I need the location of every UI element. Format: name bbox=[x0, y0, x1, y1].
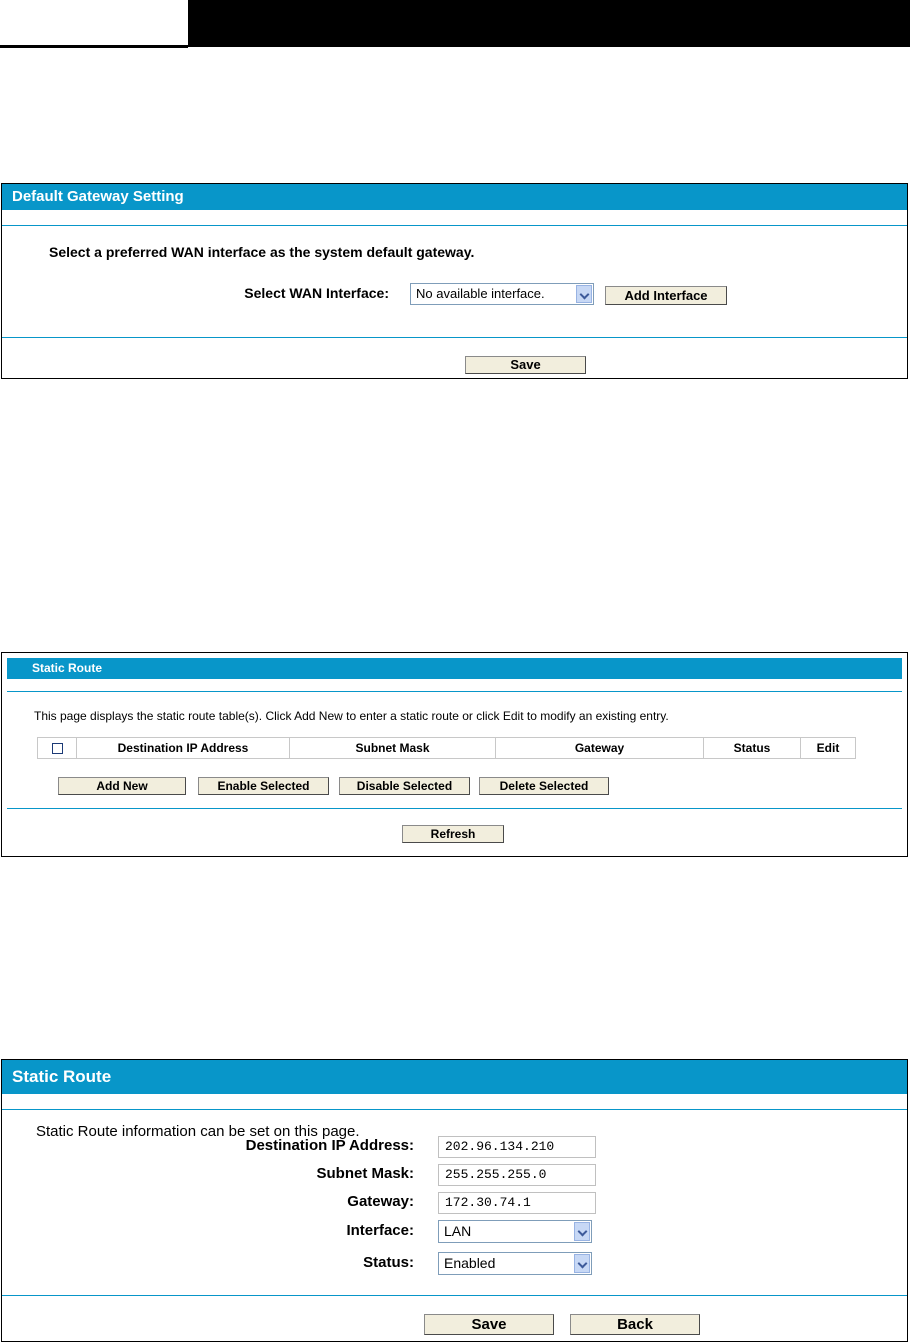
col-destination-ip: Destination IP Address bbox=[77, 738, 290, 759]
col-edit: Edit bbox=[801, 738, 856, 759]
static-route-edit-panel bbox=[1, 1059, 908, 1342]
panel-description: This page displays the static route table(s). Click Add New to enter a static route or click Edit to modify an existing entry. bbox=[34, 709, 669, 723]
static-route-table bbox=[37, 737, 856, 759]
page-header-line bbox=[0, 45, 188, 48]
col-status: Status bbox=[704, 738, 801, 759]
title-separator bbox=[2, 1109, 907, 1110]
add-new-button[interactable]: Add New bbox=[58, 777, 186, 795]
status-select[interactable] bbox=[438, 1252, 592, 1275]
panel-description: Select a preferred WAN interface as the system default gateway. bbox=[49, 244, 475, 260]
page-header-bar bbox=[188, 0, 910, 47]
footer-separator bbox=[7, 808, 902, 809]
save-button[interactable]: Save bbox=[424, 1314, 554, 1335]
select-value: No available interface. bbox=[416, 286, 545, 301]
subnet-mask-input[interactable]: 255.255.255.0 bbox=[438, 1164, 596, 1186]
back-button[interactable]: Back bbox=[570, 1314, 700, 1335]
interface-label: Interface: bbox=[346, 1222, 414, 1239]
footer-separator bbox=[2, 1295, 907, 1296]
footer-separator bbox=[2, 337, 907, 338]
wan-interface-label: Select WAN Interface: bbox=[244, 285, 389, 301]
panel-title: Static Route bbox=[2, 1060, 907, 1094]
default-gateway-panel bbox=[1, 183, 908, 379]
panel-title: Default Gateway Setting bbox=[2, 184, 907, 210]
col-gateway: Gateway bbox=[496, 738, 704, 759]
destination-ip-label: Destination IP Address: bbox=[245, 1137, 414, 1154]
select-value: Enabled bbox=[444, 1255, 496, 1271]
panel-title: Static Route bbox=[7, 658, 902, 679]
gateway-label: Gateway: bbox=[347, 1193, 414, 1210]
gateway-input[interactable]: 172.30.74.1 bbox=[438, 1192, 596, 1214]
enable-selected-button[interactable]: Enable Selected bbox=[198, 777, 329, 795]
select-all-cell bbox=[38, 738, 77, 759]
interface-select[interactable] bbox=[438, 1220, 592, 1243]
select-value: LAN bbox=[444, 1223, 472, 1239]
chevron-down-icon[interactable] bbox=[576, 285, 592, 303]
save-button[interactable]: Save bbox=[465, 356, 586, 374]
panel-description: Static Route information can be set on this page. bbox=[36, 1123, 360, 1140]
select-all-checkbox[interactable] bbox=[52, 743, 63, 754]
disable-selected-button[interactable]: Disable Selected bbox=[339, 777, 470, 795]
destination-ip-input[interactable]: 202.96.134.210 bbox=[438, 1136, 596, 1158]
static-route-list-panel bbox=[1, 652, 908, 857]
col-subnet-mask: Subnet Mask bbox=[290, 738, 496, 759]
refresh-button[interactable]: Refresh bbox=[402, 825, 504, 843]
delete-selected-button[interactable]: Delete Selected bbox=[479, 777, 609, 795]
chevron-down-icon[interactable] bbox=[574, 1222, 590, 1241]
wan-interface-select[interactable] bbox=[410, 283, 594, 305]
add-interface-button[interactable]: Add Interface bbox=[605, 286, 727, 305]
chevron-down-icon[interactable] bbox=[574, 1254, 590, 1273]
table-header-row bbox=[38, 738, 856, 759]
title-separator bbox=[2, 225, 907, 226]
subnet-mask-label: Subnet Mask: bbox=[316, 1165, 414, 1182]
title-separator bbox=[7, 691, 902, 692]
status-label: Status: bbox=[363, 1254, 414, 1271]
